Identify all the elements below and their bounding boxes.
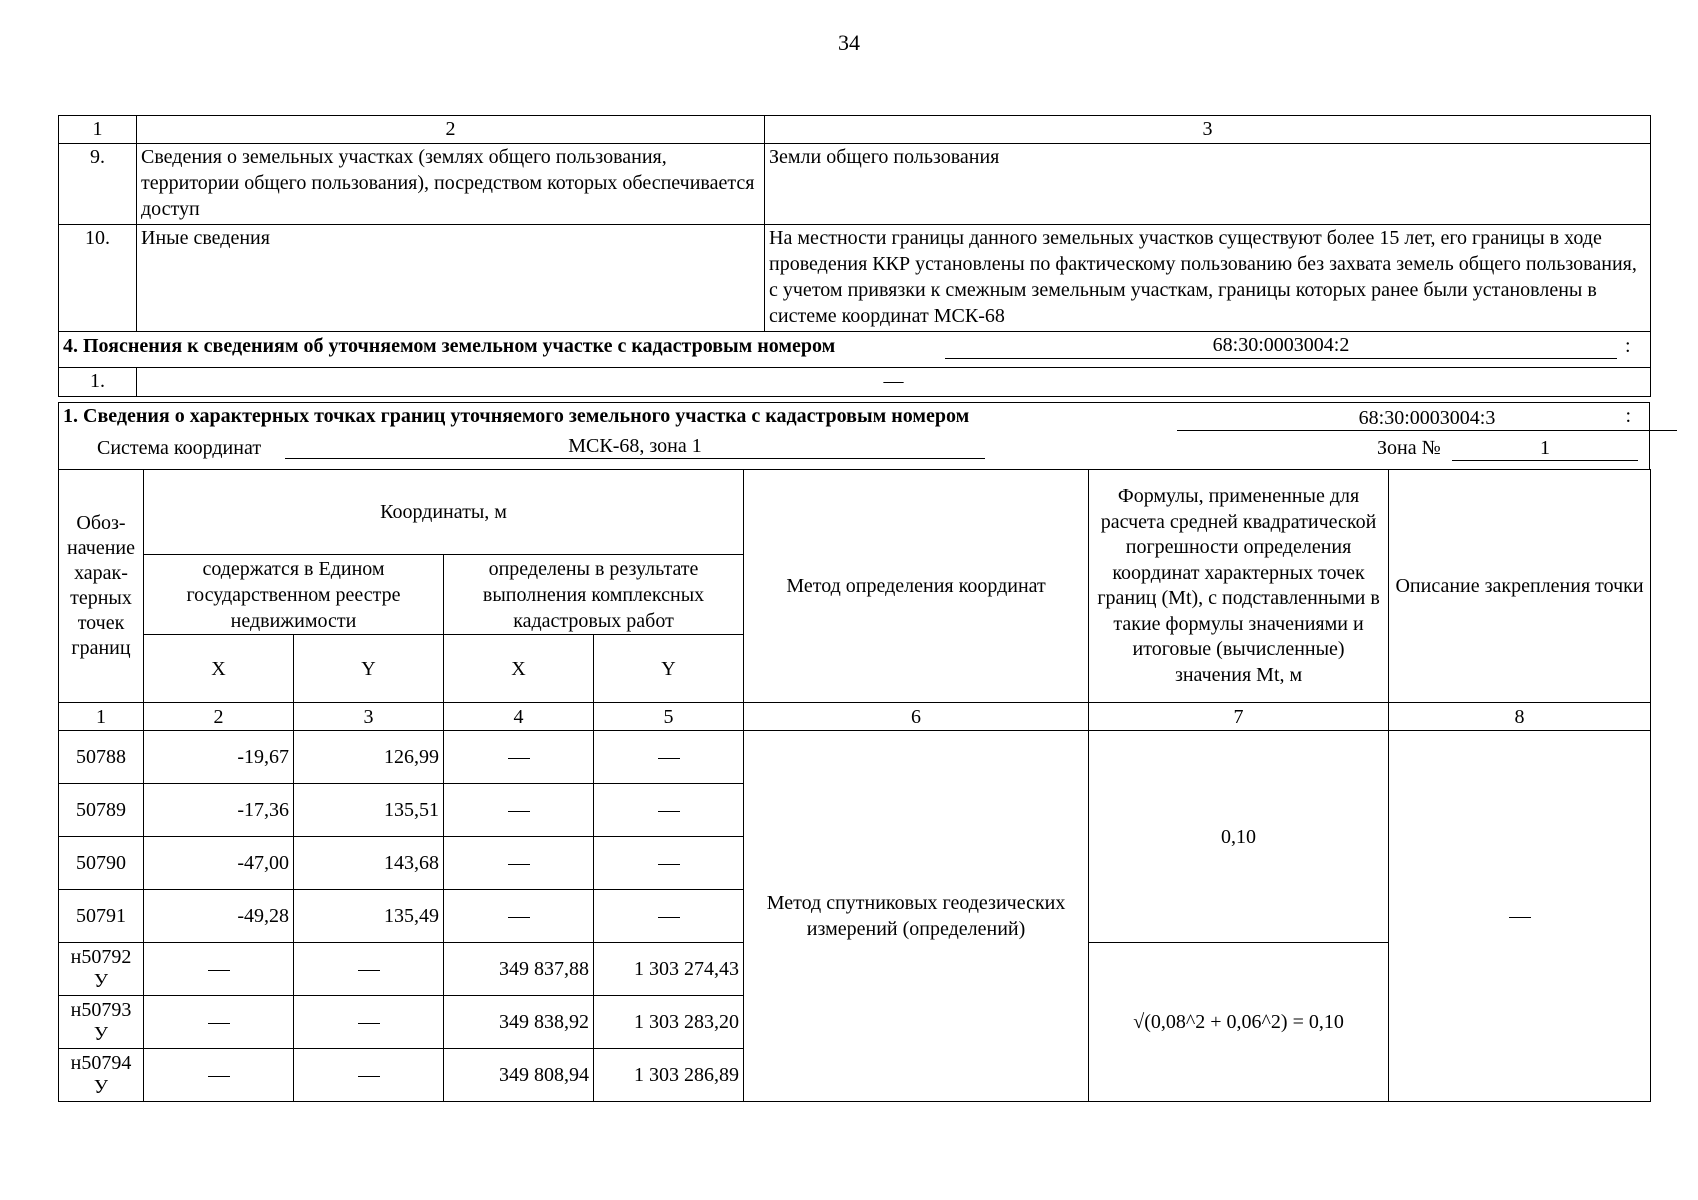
info-table	[58, 115, 1651, 397]
col-header-2: 2	[137, 116, 765, 144]
point-id: н50794 У	[59, 1049, 144, 1102]
row-10-number: 10.	[59, 225, 137, 332]
row-9-value: Земли общего пользования	[765, 144, 1651, 225]
col-number-3: 3	[294, 703, 444, 731]
dash	[658, 758, 680, 759]
section4-colon: :	[1625, 335, 1631, 357]
section4-row-number: 1.	[59, 368, 137, 397]
dash	[508, 864, 530, 865]
section4-title: 4. Пояснения к сведениям об уточняемом земельном участке с кадастровым номером	[63, 335, 836, 357]
section4-row-value: —	[137, 368, 1651, 397]
dash	[1509, 917, 1531, 918]
header-x-kkr: X	[444, 635, 594, 703]
x-egrn	[144, 943, 294, 996]
header-kkr: определены в результате выполнения комплексных кадастровых работ	[444, 555, 744, 635]
col-number-7: 7	[1089, 703, 1389, 731]
y-kkr	[594, 784, 744, 837]
header-formulas: Формулы, примененные для расчета средней квадратической погрешности определения координат характерных точек границ (Mt), с подставленными в такие формулы значениями и итоговые (вычисленные) значения Mt, м	[1089, 470, 1389, 703]
row-9-number: 9.	[59, 144, 137, 225]
dash	[358, 1023, 380, 1024]
y-kkr	[594, 731, 744, 784]
row-10-value: На местности границы данного земельных участков существуют более 15 лет, его границы в ходе проведения ККР установлены по фактическому пользованию без захвата земель общего пользования, с учетом привязки к смежным земельным участкам, границы которых ранее были установлены в системе координат МСК-68	[765, 225, 1651, 332]
row-10-label: Иные сведения	[137, 225, 765, 332]
header-egrn: содержатся в Едином государственном реестре недвижимости	[144, 555, 444, 635]
zone-label: Зона №	[1377, 437, 1441, 459]
x-egrn: -19,67	[144, 731, 294, 784]
point-id: 50790	[59, 837, 144, 890]
x-egrn: -47,00	[144, 837, 294, 890]
y-egrn	[294, 996, 444, 1049]
dash	[358, 1076, 380, 1077]
y-egrn	[294, 1049, 444, 1102]
col-number-5: 5	[594, 703, 744, 731]
col-number-2: 2	[144, 703, 294, 731]
header-description: Описание закрепления точки	[1389, 470, 1651, 703]
mt-new-points: √(0,08^2 + 0,06^2) = 0,10	[1089, 943, 1389, 1102]
x-egrn: -49,28	[144, 890, 294, 943]
header-x-egrn: X	[144, 635, 294, 703]
dash	[508, 811, 530, 812]
method-value: Метод спутниковых геодезических измерений (определений)	[744, 731, 1089, 1102]
dash	[658, 811, 680, 812]
y-kkr	[594, 890, 744, 943]
zone-value: 1	[1452, 437, 1638, 461]
col-header-1: 1	[59, 116, 137, 144]
col-number-8: 8	[1389, 703, 1651, 731]
x-kkr	[444, 731, 594, 784]
section4-header	[59, 332, 1651, 368]
dash	[658, 864, 680, 865]
x-kkr	[444, 837, 594, 890]
dash	[358, 970, 380, 971]
y-egrn: 135,51	[294, 784, 444, 837]
dash	[208, 970, 230, 971]
y-kkr: 1 303 286,89	[594, 1049, 744, 1102]
section1-cadastral-number: 68:30:0003004:3	[1177, 407, 1677, 431]
dash	[208, 1076, 230, 1077]
x-egrn: -17,36	[144, 784, 294, 837]
col-number-6: 6	[744, 703, 1089, 731]
y-egrn: 143,68	[294, 837, 444, 890]
section1-colon: :	[1625, 405, 1631, 427]
header-method: Метод определения координат	[744, 470, 1089, 703]
col-number-1: 1	[59, 703, 144, 731]
description-value	[1389, 731, 1651, 1102]
x-kkr: 349 838,92	[444, 996, 594, 1049]
coordinate-system-label: Система координат	[97, 437, 262, 459]
header-y-egrn: Y	[294, 635, 444, 703]
x-kkr: 349 837,88	[444, 943, 594, 996]
section4-cadastral-number: 68:30:0003004:2	[945, 332, 1617, 359]
dash	[508, 917, 530, 918]
mt-existing-points: 0,10	[1089, 731, 1389, 943]
point-id: 50789	[59, 784, 144, 837]
point-id: н50793 У	[59, 996, 144, 1049]
col-header-3: 3	[765, 116, 1651, 144]
page-number: 34	[838, 30, 860, 55]
header-y-kkr: Y	[594, 635, 744, 703]
header-designation: Обоз- начение харак- терных точек границ	[59, 470, 144, 703]
y-egrn: 126,99	[294, 731, 444, 784]
points-table	[58, 469, 1651, 1102]
section1-title: 1. Сведения о характерных точках границ уточняемого земельного участка с кадастровым номером	[63, 405, 970, 427]
coordinate-system-value: МСК-68, зона 1	[285, 435, 985, 459]
dash	[508, 758, 530, 759]
y-egrn: 135,49	[294, 890, 444, 943]
table-row	[59, 731, 1651, 784]
x-egrn	[144, 996, 294, 1049]
x-egrn	[144, 1049, 294, 1102]
row-9-label: Сведения о земельных участках (землях общего пользования, территории общего пользования), посредством которых обеспечивается доступ	[137, 144, 765, 225]
y-kkr: 1 303 274,43	[594, 943, 744, 996]
x-kkr: 349 808,94	[444, 1049, 594, 1102]
y-egrn	[294, 943, 444, 996]
point-id: 50788	[59, 731, 144, 784]
x-kkr	[444, 784, 594, 837]
dash	[208, 1023, 230, 1024]
section1-header	[58, 402, 1650, 469]
y-kkr: 1 303 283,20	[594, 996, 744, 1049]
dash	[658, 917, 680, 918]
y-kkr	[594, 837, 744, 890]
header-coordinates: Координаты, м	[144, 470, 744, 555]
col-number-4: 4	[444, 703, 594, 731]
point-id: н50792 У	[59, 943, 144, 996]
x-kkr	[444, 890, 594, 943]
point-id: 50791	[59, 890, 144, 943]
